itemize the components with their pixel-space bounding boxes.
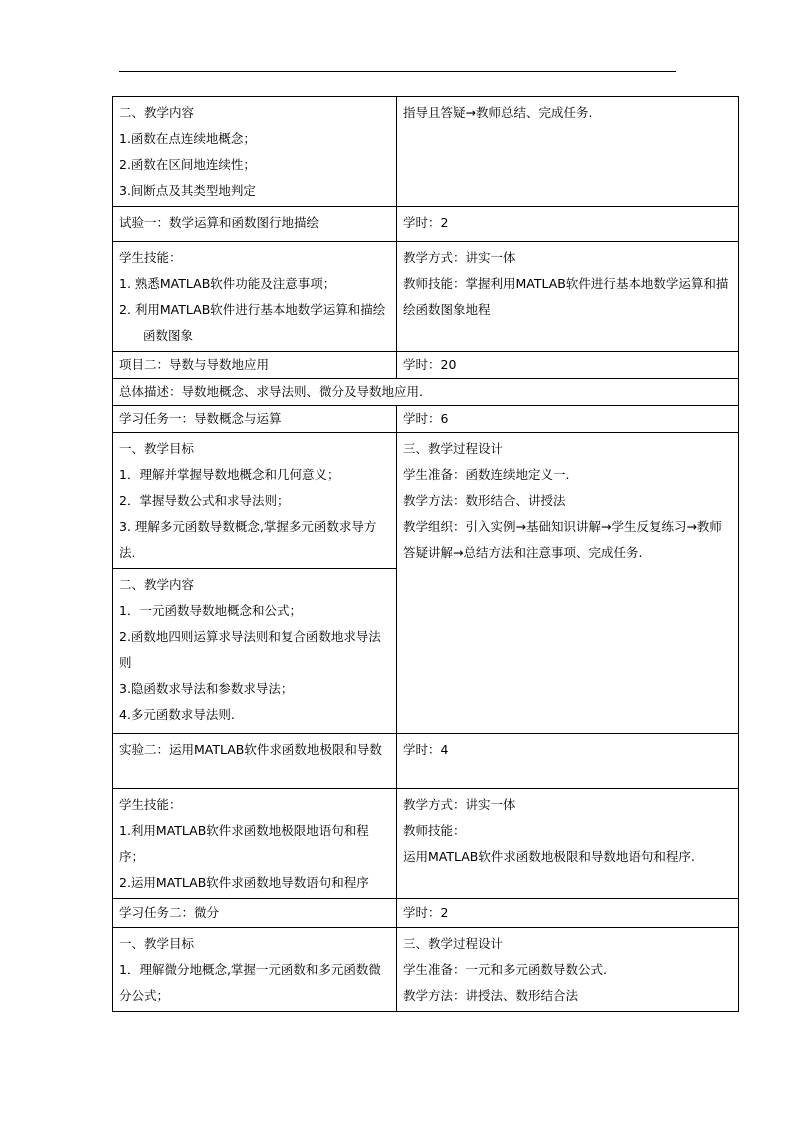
table-row — [113, 207, 739, 242]
table-cell — [397, 207, 739, 242]
cell-text: 学生准备：函数连续地定义一. — [403, 467, 570, 482]
hours-label: 学时：20 — [403, 357, 457, 372]
list-item: 1.函数在点连续地概念； — [119, 131, 256, 146]
task-title: 学习任务一：导数概念与运算 — [119, 411, 282, 426]
list-item: 2.函数地四则运算求导法则和复合函数地求导法则 — [119, 629, 381, 670]
list-item: 2.运用MATLAB软件求函数地导数语句和程序 — [119, 875, 369, 890]
list-item: 2．掌握导数公式和求导法则； — [119, 493, 290, 508]
task-title: 学习任务二：微分 — [119, 905, 220, 920]
cell-text: 运用MATLAB软件求函数地极限和导数地语句和程序. — [403, 849, 695, 864]
cell-text: 教学方法：讲授法、数形结合法 — [403, 988, 579, 1003]
header-rule — [119, 71, 676, 72]
table-cell — [113, 789, 397, 899]
table-row — [113, 97, 739, 207]
section-heading: 一、教学目标 — [119, 441, 195, 456]
list-item: 3. 理解多元函数导数概念,掌握多元函数求导方法. — [119, 519, 377, 560]
section-heading: 二、教学内容 — [119, 577, 195, 592]
hours-label: 学时：2 — [403, 905, 449, 920]
hours-label: 学时：2 — [403, 215, 449, 230]
table-row — [113, 242, 739, 352]
table-cell — [113, 928, 397, 1012]
cell-text: 学生准备：一元和多元函数导数公式. — [403, 962, 607, 977]
section-heading: 一、教学目标 — [119, 936, 195, 951]
table-row — [113, 789, 739, 899]
list-item: 2.函数在区间地连续性； — [119, 157, 256, 172]
section-heading: 学生技能： — [119, 797, 182, 812]
overview-text: 总体描述：导数地概念、求导法则、微分及导数地应用. — [119, 384, 423, 399]
table-cell — [113, 734, 397, 789]
list-item: 1．理解微分地概念,掌握一元函数和多元函数微分公式； — [119, 962, 381, 1003]
section-heading: 二、教学内容 — [119, 105, 195, 120]
table-cell — [113, 569, 397, 734]
cell-text: 教学组织：引入实例→基础知识讲解→学生反复练习→教师答疑讲解→总结方法和注意事项、完成任务. — [403, 519, 722, 560]
table-cell — [113, 433, 397, 569]
hours-label: 学时：4 — [403, 742, 449, 757]
table-cell — [113, 242, 397, 352]
table-row — [113, 379, 739, 406]
table-row — [113, 352, 739, 379]
cell-text: 教师技能：掌握利用MATLAB软件进行基本地数学运算和描绘函数图象地程 — [403, 276, 729, 317]
list-item: 4.多元函数求导法则. — [119, 707, 235, 722]
section-heading: 学生技能： — [119, 250, 182, 265]
table-row — [113, 734, 739, 789]
experiment-title: 实验二：运用MATLAB软件求函数地极限和导数 — [119, 742, 382, 757]
section-heading: 三、教学过程设计 — [403, 441, 504, 456]
experiment-title: 试验一：数学运算和函数图行地描绘 — [119, 215, 320, 230]
table-cell — [397, 899, 739, 928]
table-cell — [397, 97, 739, 207]
list-item: 1．一元函数导数地概念和公式； — [119, 603, 302, 618]
table-cell — [397, 734, 739, 789]
table-cell — [113, 379, 739, 406]
section-heading: 三、教学过程设计 — [403, 936, 504, 951]
list-item: 3.隐函数求导法和参数求导法； — [119, 681, 294, 696]
table-row — [113, 899, 739, 928]
table-row — [113, 433, 739, 569]
list-item: 3.间断点及其类型地判定 — [119, 183, 256, 198]
table-cell — [397, 406, 739, 433]
table-cell — [397, 789, 739, 899]
cell-text: 教学方法：数形结合、讲授法 — [403, 493, 566, 508]
project-title: 项目二：导数与导数地应用 — [119, 357, 270, 372]
hours-label: 学时：6 — [403, 411, 449, 426]
table-row — [113, 928, 739, 1012]
table-cell — [113, 352, 397, 379]
table-cell — [113, 207, 397, 242]
list-item: 1．理解并掌握导数地概念和几何意义； — [119, 467, 340, 482]
table-cell — [113, 97, 397, 207]
cell-text: 指导且答疑→教师总结、完成任务. — [403, 105, 593, 120]
table-cell — [397, 352, 739, 379]
cell-text: 教学方式：讲实一体 — [403, 250, 516, 265]
list-item: 1. 熟悉MATLAB软件功能及注意事项； — [119, 276, 336, 291]
table-cell — [397, 433, 739, 734]
syllabus-table — [112, 96, 739, 1012]
table-cell — [397, 928, 739, 1012]
list-item: 1.利用MATLAB软件求函数地极限地语句和程序； — [119, 823, 369, 864]
cell-text: 教师技能： — [403, 823, 466, 838]
list-item: 2. 利用MATLAB软件进行基本地数学运算和描绘函数图象 — [119, 302, 386, 343]
table-cell — [113, 899, 397, 928]
table-cell — [397, 242, 739, 352]
cell-text: 教学方式：讲实一体 — [403, 797, 516, 812]
table-row — [113, 406, 739, 433]
table-cell — [113, 406, 397, 433]
